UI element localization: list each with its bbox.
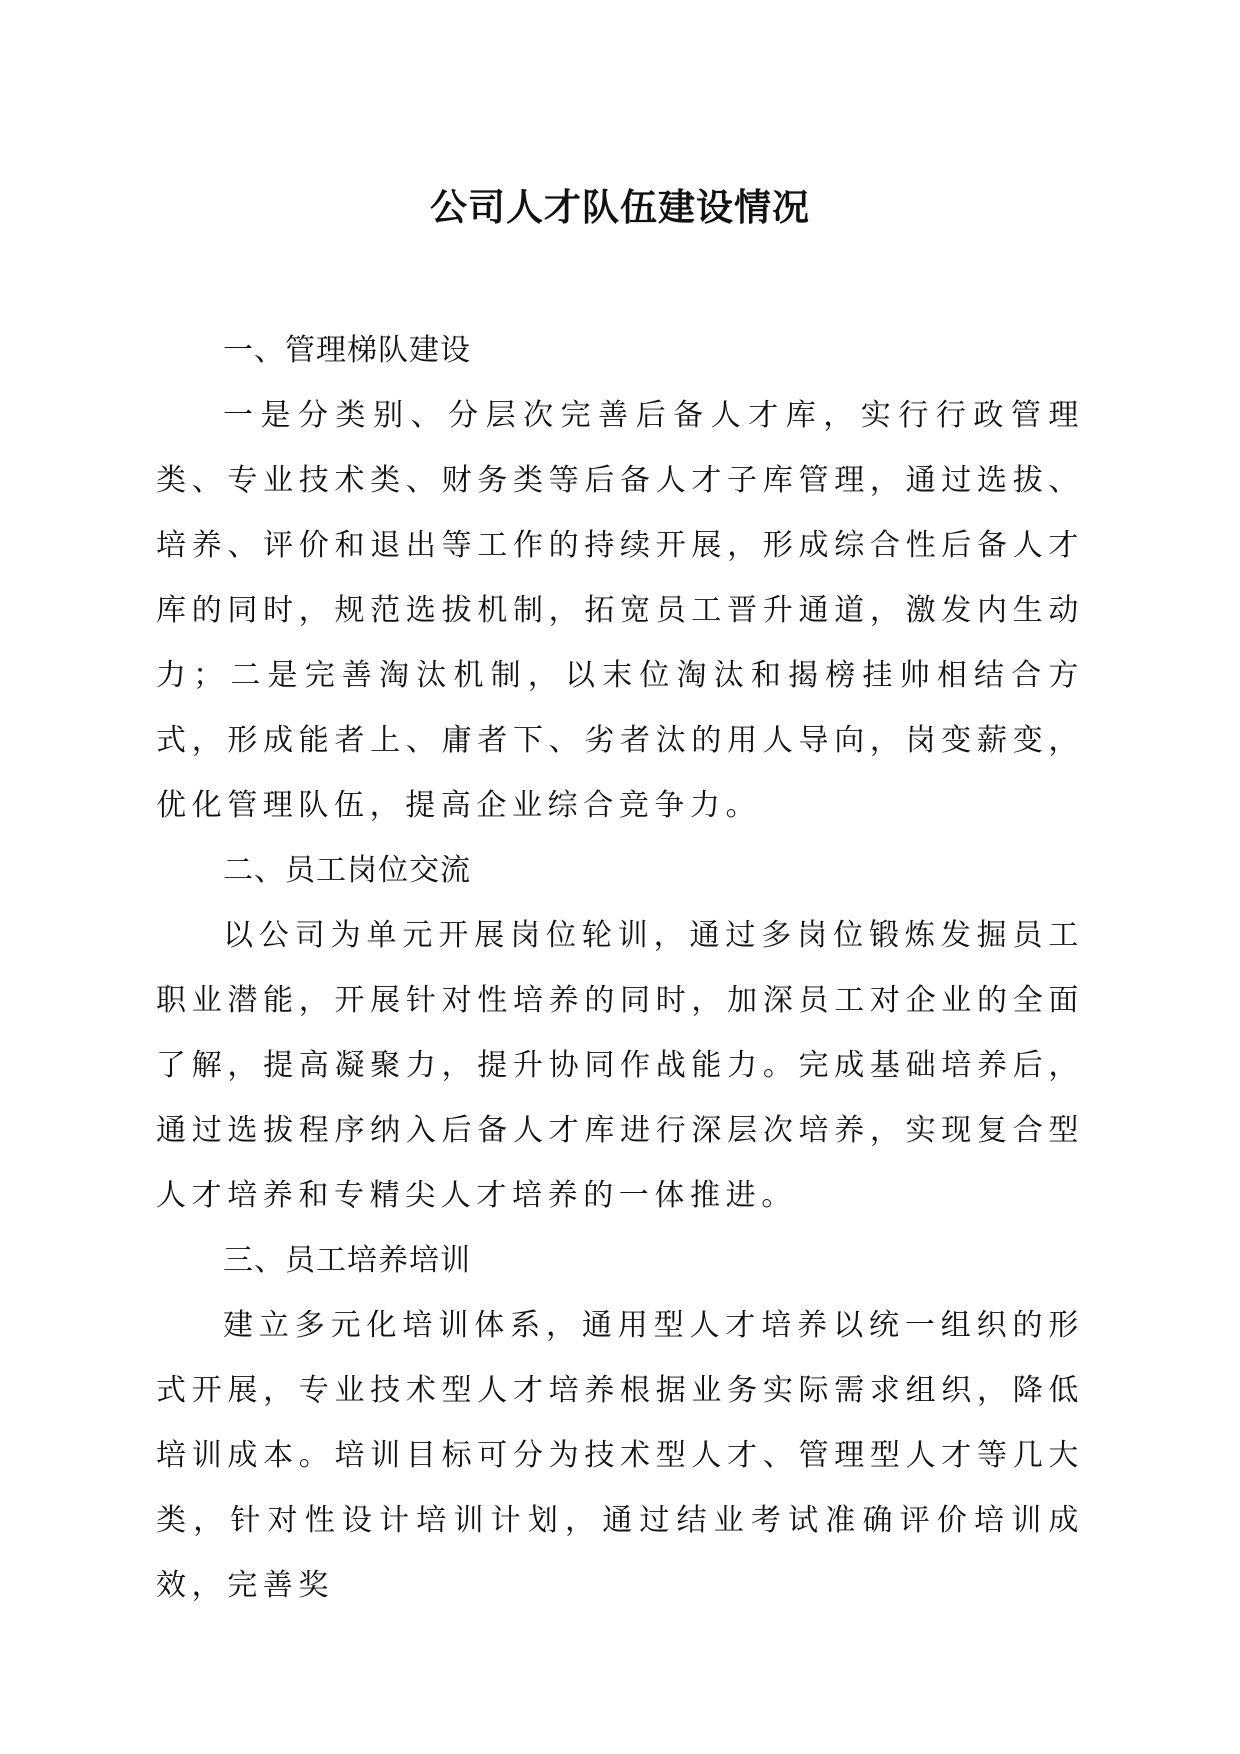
document-title: 公司人才队伍建设情况 xyxy=(430,185,810,229)
section-paragraph: 建立多元化培训体系，通用型人才培养以统一组织的形式开展，专业技术型人才培养根据业务实际需求组织，降低培训成本。培训目标可分为技术型人才、管理型人才等几大类，针对性设计培训计划，通过结业考试准确评价培训成效，完善奖 xyxy=(156,1308,1084,1603)
section-heading: 三、员工培养培训 xyxy=(223,1243,471,1278)
section-paragraph: 以公司为单元开展岗位轮训，通过多岗位锻炼发掘员工职业潜能，开展针对性培养的同时，加深员工对企业的全面了解，提高凝聚力，提升协同作战能力。完成基础培养后，通过选拔程序纳入后备人才库进行深层次培养，实现复合型人才培养和专精尖人才培养的一体推进。 xyxy=(156,918,1084,1213)
section-heading: 二、员工岗位交流 xyxy=(223,853,471,888)
section-heading: 一、管理梯队建设 xyxy=(223,333,471,368)
section-job-rotation xyxy=(156,838,1084,1228)
section-paragraph: 一是分类别、分层次完善后备人才库，实行行政管理类、专业技术类、财务类等后备人才子库管理，通过选拔、培养、评价和退出等工作的持续开展，形成综合性后备人才库的同时，规范选拔机制，拓宽员工晋升通道，激发内生动力；二是完善淘汰机制，以末位淘汰和揭榜挂帅相结合方式，形成能者上、庸者下、劣者汰的用人导向，岗变薪变，优化管理队伍，提高企业综合竞争力。 xyxy=(156,398,1084,823)
document-body xyxy=(156,318,1084,1618)
section-management-echelon xyxy=(156,318,1084,838)
section-staff-training xyxy=(156,1228,1084,1618)
